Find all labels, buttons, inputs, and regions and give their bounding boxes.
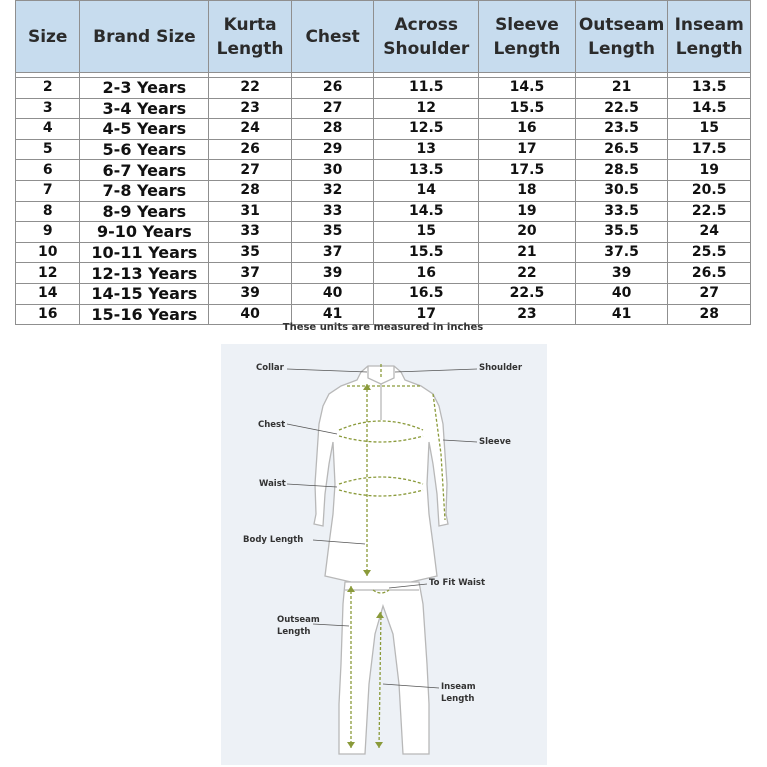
table-cell: 22.5	[668, 201, 751, 222]
table-cell: 17.5	[668, 139, 751, 160]
column-header-text: Length	[493, 38, 561, 59]
outseam-label-line2: Length	[277, 627, 311, 637]
table-cell: 16	[374, 263, 479, 284]
table-cell: 9-10 Years	[80, 222, 209, 243]
table-cell: 18	[479, 180, 576, 201]
table-cell: 31	[209, 201, 292, 222]
table-cell: 12.5	[374, 119, 479, 140]
table-cell: 37	[291, 242, 374, 263]
table-cell: 2-3 Years	[80, 78, 209, 99]
collar-label: Collar	[256, 363, 284, 373]
table-cell: 8	[16, 201, 80, 222]
table-cell: 6	[16, 160, 80, 181]
column-header-text: Kurta	[223, 14, 277, 35]
table-cell: 16	[479, 119, 576, 140]
table-cell: 26.5	[575, 139, 668, 160]
table-cell: 12-13 Years	[80, 263, 209, 284]
table-cell: 10	[16, 242, 80, 263]
table-cell: 14-15 Years	[80, 283, 209, 304]
shoulder-label: Shoulder	[479, 363, 523, 373]
header-row	[16, 1, 751, 73]
table-cell: 14	[374, 180, 479, 201]
table-cell: 35	[209, 242, 292, 263]
table-row	[16, 180, 751, 201]
table-cell: 13.5	[668, 78, 751, 99]
table-cell: 11.5	[374, 78, 479, 99]
table-cell: 16.5	[374, 283, 479, 304]
table-cell: 41	[575, 304, 668, 325]
outseam-label-line1: Outseam	[277, 615, 320, 625]
sleeve-label: Sleeve	[479, 437, 511, 447]
measurement-diagram	[221, 344, 547, 765]
column-header	[80, 1, 209, 73]
table-cell: 22	[209, 78, 292, 99]
table-cell: 15-16 Years	[80, 304, 209, 325]
table-cell: 35.5	[575, 222, 668, 243]
table-cell: 27	[291, 98, 374, 119]
table-cell: 14	[16, 283, 80, 304]
column-header-text: Length	[588, 38, 656, 59]
unit-note: These units are measured in inches	[282, 322, 484, 333]
table-cell: 15.5	[479, 98, 576, 119]
kurta-outline	[314, 366, 448, 584]
table-cell: 39	[209, 283, 292, 304]
table-cell: 28.5	[575, 160, 668, 181]
table-cell: 17.5	[479, 160, 576, 181]
table-cell: 16	[16, 304, 80, 325]
table-cell: 25.5	[668, 242, 751, 263]
table-cell: 39	[575, 263, 668, 284]
table-cell: 41	[291, 304, 374, 325]
table-cell: 22	[479, 263, 576, 284]
table-cell: 40	[575, 283, 668, 304]
table-cell: 20	[479, 222, 576, 243]
table-cell: 5	[16, 139, 80, 160]
table-cell: 27	[668, 283, 751, 304]
table-cell: 23	[209, 98, 292, 119]
table-cell: 32	[291, 180, 374, 201]
column-header-text: Length	[216, 38, 284, 59]
table-cell: 40	[209, 304, 292, 325]
column-header-text: Chest	[305, 26, 360, 47]
table-cell: 24	[668, 222, 751, 243]
table-cell: 17	[479, 139, 576, 160]
table-cell: 28	[209, 180, 292, 201]
table-cell: 26	[291, 78, 374, 99]
column-header-text: Inseam	[674, 14, 744, 35]
table-cell: 33	[291, 201, 374, 222]
table-cell: 4-5 Years	[80, 119, 209, 140]
table-row	[16, 201, 751, 222]
table-row	[16, 222, 751, 243]
table-cell: 2	[16, 78, 80, 99]
table-cell: 21	[479, 242, 576, 263]
table-cell: 33	[209, 222, 292, 243]
table-cell: 21	[575, 78, 668, 99]
table-cell: 28	[668, 304, 751, 325]
to-fit-waist-label: To Fit Waist	[429, 578, 486, 588]
table-cell: 30.5	[575, 180, 668, 201]
table-cell: 40	[291, 283, 374, 304]
column-header	[479, 1, 576, 73]
table-cell: 7-8 Years	[80, 180, 209, 201]
inseam-label-line1: Inseam	[441, 682, 476, 692]
table-cell: 35	[291, 222, 374, 243]
table-cell: 17	[374, 304, 479, 325]
table-cell: 28	[291, 119, 374, 140]
table-cell: 12	[374, 98, 479, 119]
table-cell: 6-7 Years	[80, 160, 209, 181]
table-body	[16, 73, 751, 325]
table-cell: 26	[209, 139, 292, 160]
column-header	[209, 1, 292, 73]
table-cell: 4	[16, 119, 80, 140]
table-cell: 13.5	[374, 160, 479, 181]
table-cell: 15.5	[374, 242, 479, 263]
table-cell: 20.5	[668, 180, 751, 201]
table-cell: 33.5	[575, 201, 668, 222]
table-cell: 7	[16, 180, 80, 201]
table-cell: 14.5	[668, 98, 751, 119]
table-cell: 3	[16, 98, 80, 119]
table-cell: 26.5	[668, 263, 751, 284]
table-cell: 19	[668, 160, 751, 181]
table-cell: 10-11 Years	[80, 242, 209, 263]
table-row	[16, 139, 751, 160]
table-cell: 27	[209, 160, 292, 181]
table-cell: 15	[374, 222, 479, 243]
table-row	[16, 160, 751, 181]
table-cell: 30	[291, 160, 374, 181]
table-header	[16, 1, 751, 73]
table-cell: 8-9 Years	[80, 201, 209, 222]
table-cell: 22.5	[479, 283, 576, 304]
table-cell: 29	[291, 139, 374, 160]
chest-label: Chest	[258, 420, 286, 430]
waist-label: Waist	[259, 479, 286, 489]
column-header	[374, 1, 479, 73]
column-header-text: Sleeve	[495, 14, 559, 35]
table-cell: 19	[479, 201, 576, 222]
column-header-text: Shoulder	[383, 38, 470, 59]
table-cell: 24	[209, 119, 292, 140]
table-cell: 3-4 Years	[80, 98, 209, 119]
table-row	[16, 283, 751, 304]
table-cell: 37	[209, 263, 292, 284]
table-cell: 23	[479, 304, 576, 325]
body-length-label: Body Length	[243, 535, 304, 545]
column-header	[668, 1, 751, 73]
column-header-text: Length	[675, 38, 743, 59]
column-header-text: Across	[394, 14, 459, 35]
table-row	[16, 78, 751, 99]
column-header	[291, 1, 374, 73]
table-cell: 23.5	[575, 119, 668, 140]
column-header-text: Outseam	[578, 14, 665, 35]
pajama-outline	[339, 582, 429, 754]
table-cell: 37.5	[575, 242, 668, 263]
table-cell: 22.5	[575, 98, 668, 119]
table-row	[16, 242, 751, 263]
column-header-text: Brand Size	[93, 26, 196, 47]
table-cell: 14.5	[479, 78, 576, 99]
table-cell: 15	[668, 119, 751, 140]
inseam-label-line2: Length	[441, 694, 475, 704]
table-row	[16, 98, 751, 119]
table-cell: 12	[16, 263, 80, 284]
table-cell: 5-6 Years	[80, 139, 209, 160]
table-cell: 39	[291, 263, 374, 284]
garment-illustration	[221, 344, 547, 765]
column-header	[575, 1, 668, 73]
table-row	[16, 119, 751, 140]
table-cell: 13	[374, 139, 479, 160]
column-header	[16, 1, 80, 73]
table-row	[16, 263, 751, 284]
column-header-text: Size	[27, 26, 68, 47]
table-cell: 14.5	[374, 201, 479, 222]
size-chart-table	[15, 0, 751, 325]
table-cell: 9	[16, 222, 80, 243]
